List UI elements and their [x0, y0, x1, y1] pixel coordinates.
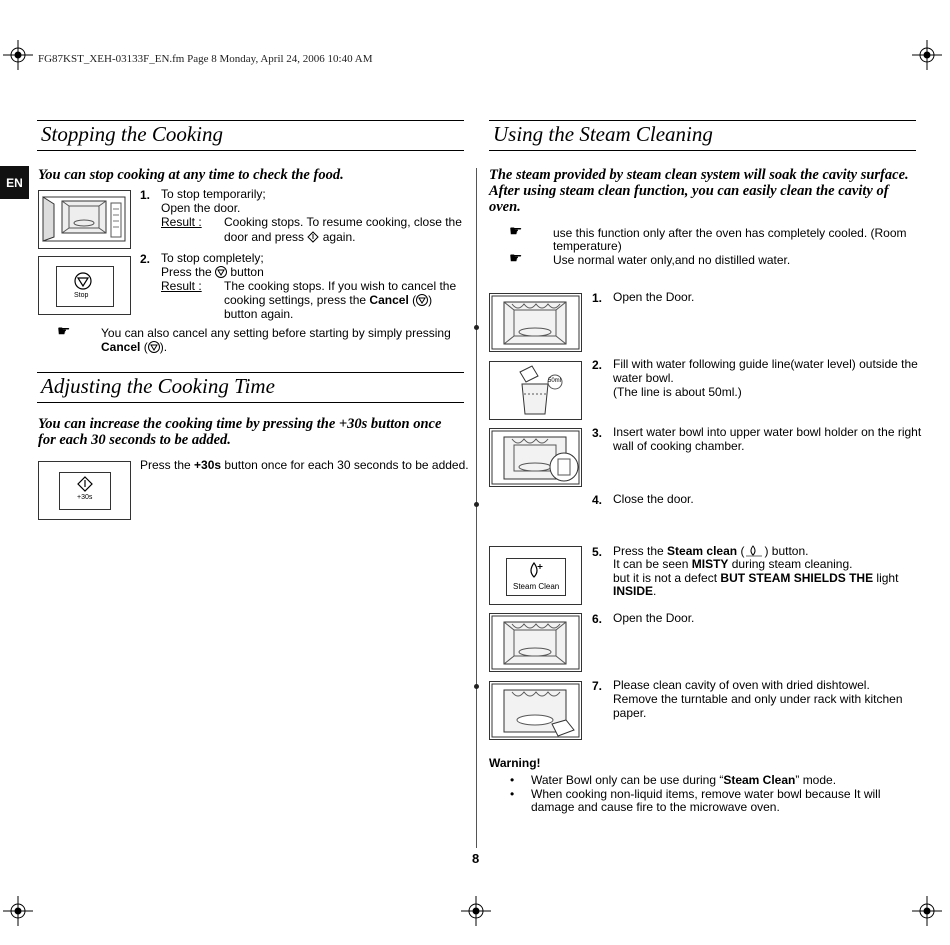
cancel-note-line1: You can also cancel any setting before starting by simply pressing: [101, 326, 451, 340]
registration-mark-icon: [3, 40, 33, 70]
step3-line1: Insert water bowl into upper water bowl holder on the right: [613, 425, 922, 439]
step5-l3-bold: BUT STEAM SHIELDS THE: [720, 571, 874, 585]
step5-l3b: light: [876, 571, 899, 585]
adjust-text-b: button once for each 30 seconds to be added.: [224, 458, 469, 472]
step5-l4-bold: INSIDE: [613, 584, 654, 598]
result-label: Result :: [161, 279, 202, 293]
step2-result-cancel: Cancel: [369, 293, 409, 307]
step1-text: Open the Door.: [613, 290, 695, 304]
margin-dot: [474, 502, 479, 507]
step1-result-line1: Cooking stops. To resume cooking, close the: [224, 215, 462, 229]
stop-icon: [148, 341, 160, 353]
step2-result-line2a: cooking settings, press the: [224, 293, 367, 307]
step5-l3a: but it is not a defect: [613, 571, 718, 585]
step2-result-paren-open: (: [412, 293, 417, 307]
warning-b1a: Water Bowl only can be use during “: [531, 773, 724, 787]
intro-steam-line2: After using steam clean function, you can easily clean the cavity of: [489, 183, 889, 199]
stop-icon: [74, 272, 92, 290]
warning-b2-line2: damage and cause fire to the microwave oven.: [531, 800, 780, 814]
step5-paren-open: (: [740, 544, 745, 558]
intro-steam-line1: The steam provided by steam clean system will soak the cavity surface.: [489, 167, 909, 183]
plus30s-button-figure: [38, 461, 131, 520]
water-bowl-fill-figure: [489, 361, 582, 420]
clean-cavity-figure: [489, 681, 582, 740]
step-number: 6.: [592, 612, 603, 626]
step2-line3: (The line is about 50ml.): [613, 385, 742, 399]
bullet-icon: •: [510, 773, 515, 787]
step-number: 2.: [592, 358, 603, 372]
plus30s-icon-label: +30s: [77, 494, 93, 501]
start-icon: [77, 476, 93, 492]
file-info-header: FG87KST_XEH-03133F_EN.fm Page 8 Monday, April 24, 2006 10:40 AM: [38, 53, 373, 65]
step2-line2b: button: [230, 265, 264, 279]
stop-icon-label: Stop: [74, 292, 89, 299]
section-title-adjusting: Adjusting the Cooking Time: [37, 372, 464, 403]
registration-mark-icon: [912, 40, 942, 70]
warning-b1b: ” mode.: [795, 773, 837, 787]
water-drop-icon: [526, 561, 544, 579]
step-number: 2.: [140, 252, 151, 266]
step6-text: Open the Door.: [613, 611, 695, 625]
oven-open-door-figure: [489, 613, 582, 672]
step5-l2a: It can be seen: [613, 557, 689, 571]
step2-line2: water bowl.: [613, 371, 674, 385]
step2-result-paren-close: ): [428, 293, 433, 307]
adjust-text-a: Press the: [140, 458, 191, 472]
step1-result-line2a: door and press: [224, 230, 305, 244]
step-number: 3.: [592, 426, 603, 440]
pointing-hand-icon: ☛: [509, 250, 523, 267]
step4-text: Close the door.: [613, 492, 694, 506]
page-number: 8: [472, 851, 480, 866]
steam-clean-button-figure: [489, 546, 582, 605]
language-tab: EN: [0, 166, 29, 199]
stop-icon: [416, 294, 428, 306]
step2-result-line3: button again.: [224, 307, 294, 321]
steam-note1-line1: use this function only after the oven has completely cooled. (Room: [553, 226, 907, 240]
step7-line1: Please clean cavity of oven with dried dishtowel.: [613, 678, 870, 692]
step7-line2: Remove the turntable and only under rack with kitchen: [613, 692, 903, 706]
step7-line3: paper.: [613, 706, 647, 720]
intro-adjusting-line1: You can increase the cooking time by pressing the +30s button once: [38, 416, 442, 432]
margin-dot: [474, 684, 479, 689]
step-number: 1.: [140, 188, 151, 202]
registration-mark-icon: [912, 896, 942, 926]
water-level-label: 50ml: [548, 378, 562, 384]
step5-l2-bold: MISTY: [691, 557, 729, 571]
step5-l4b: .: [653, 584, 657, 598]
column-divider: [476, 168, 477, 848]
warning-b1-bold: Steam Clean: [723, 773, 796, 787]
warning-title: Warning!: [489, 756, 541, 770]
pointing-hand-icon: ☛: [57, 323, 71, 340]
step2-line1: Fill with water following guide line(water level) outside the: [613, 357, 918, 371]
insert-bowl-figure: [489, 428, 582, 487]
intro-steam-line3: oven.: [489, 199, 521, 215]
bullet-icon: •: [510, 787, 515, 801]
cancel-note-paren-close: ).: [159, 340, 168, 354]
step5-l2b: during steam cleaning.: [731, 557, 853, 571]
steam-note1-line2: temperature): [553, 239, 622, 253]
step1-line2: Open the door.: [161, 201, 241, 215]
section-title-stopping: Stopping the Cooking: [37, 120, 464, 151]
microwave-open-door-figure: [38, 190, 131, 249]
warning-b2-line1: When cooking non-liquid items, remove water bowl because It will: [531, 787, 881, 801]
step2-line1: To stop completely;: [161, 251, 264, 265]
steam-clean-icon: [744, 545, 764, 557]
intro-adjusting-line2: for each 30 seconds to be added.: [38, 432, 231, 448]
pointing-hand-icon: ☛: [509, 223, 523, 240]
step2-line2a: Press the: [161, 265, 212, 279]
steam-note2: Use normal water only,and no distilled water.: [553, 253, 791, 267]
step5-a: Press the: [613, 544, 664, 558]
stop-button-figure: [38, 256, 131, 315]
step2-result-line1: The cooking stops. If you wish to cancel the: [224, 279, 457, 293]
margin-dot: [474, 325, 479, 330]
step-number: 1.: [592, 291, 603, 305]
step5-bold: Steam clean: [667, 544, 738, 558]
result-label: Result :: [161, 215, 202, 229]
intro-stopping: You can stop cooking at any time to check the food.: [38, 167, 344, 183]
step3-line2: wall of cooking chamber.: [613, 439, 745, 453]
step-number: 5.: [592, 545, 603, 559]
oven-open-door-figure: [489, 293, 582, 352]
steam-clean-icon-label: Steam Clean: [513, 582, 560, 591]
stop-icon: [215, 266, 227, 278]
step5-paren-close: ) button.: [764, 544, 809, 558]
step1-line1: To stop temporarily;: [161, 187, 266, 201]
section-title-steam: Using the Steam Cleaning: [489, 120, 916, 151]
cancel-note-bold: Cancel: [101, 340, 141, 354]
start-icon: [307, 231, 319, 243]
registration-mark-icon: [461, 896, 491, 926]
cancel-note-paren-open: (: [143, 340, 148, 354]
step-number: 4.: [592, 493, 603, 507]
step1-result-line2b: again.: [322, 230, 356, 244]
step-number: 7.: [592, 679, 603, 693]
adjust-text-bold: +30s: [194, 458, 222, 472]
registration-mark-icon: [3, 896, 33, 926]
